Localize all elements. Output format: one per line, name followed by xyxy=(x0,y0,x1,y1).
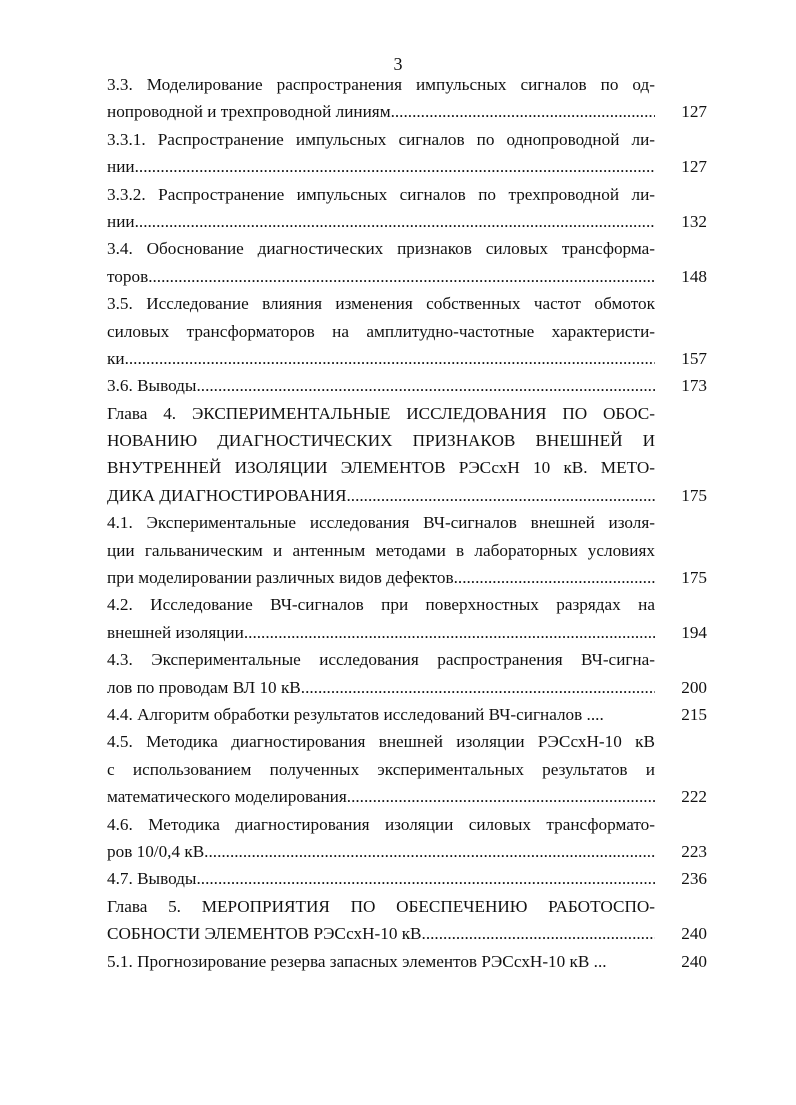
toc-line xyxy=(107,674,655,701)
toc-page-number: 175 xyxy=(681,568,707,588)
toc-entry-title xyxy=(107,591,655,646)
toc-line xyxy=(107,920,655,947)
toc-entry xyxy=(107,865,707,892)
toc-page-number: 173 xyxy=(681,376,707,396)
toc-entry xyxy=(107,811,707,866)
toc-line: 4.1. Экспериментальные исследования ВЧ-сигналов внешней изоля- xyxy=(107,513,655,533)
toc-entry-title xyxy=(107,893,655,948)
dot-leader xyxy=(148,263,655,290)
toc-entry xyxy=(107,235,707,290)
toc-line xyxy=(107,372,655,399)
toc-page-number: 132 xyxy=(681,211,707,231)
toc-page-number: 223 xyxy=(681,841,707,861)
toc-line xyxy=(107,838,655,865)
toc-line: 4.6. Методика диагностирования изоляции силовых трансформато- xyxy=(107,814,655,834)
toc-page-number: 148 xyxy=(681,266,707,286)
toc-entry-title xyxy=(107,811,655,866)
toc-page-number: 240 xyxy=(681,924,707,944)
toc-line-text: 4.7. Выводы xyxy=(107,869,197,889)
toc-line: Глава 4. ЭКСПЕРИМЕНТАЛЬНЫЕ ИССЛЕДОВАНИЯ ПО ОБОС- xyxy=(107,403,655,423)
toc-line: ВНУТРЕННЕЙ ИЗОЛЯЦИИ ЭЛЕМЕНТОВ РЭСсхН 10 кВ. МЕТО- xyxy=(107,458,655,478)
toc-line-text: 5.1. Прогнозирование резерва запасных элементов РЭСсхН-10 кВ ... xyxy=(107,951,607,971)
toc-entry xyxy=(107,893,707,948)
toc-line xyxy=(107,701,655,728)
toc-line xyxy=(107,263,655,290)
toc-line-text: 3.6. Выводы xyxy=(107,376,197,396)
toc-entry xyxy=(107,181,707,236)
toc-line xyxy=(107,783,655,810)
toc-line xyxy=(107,619,655,646)
toc-page-number: 200 xyxy=(681,677,707,697)
toc-entry-title xyxy=(107,865,655,892)
dot-leader xyxy=(204,838,655,865)
toc-entry-title xyxy=(107,290,655,372)
dot-leader xyxy=(454,564,655,591)
toc-page-number: 175 xyxy=(681,485,707,505)
toc-page-number: 240 xyxy=(681,951,707,971)
toc-line-text: нопроводной и трехпроводной линиям xyxy=(107,102,391,122)
dot-leader xyxy=(347,783,655,810)
toc-line: 4.5. Методика диагностирования внешней изоляции РЭСсхН-10 кВ xyxy=(107,732,655,752)
toc-entry xyxy=(107,509,707,591)
toc-entry-title xyxy=(107,509,655,591)
dot-leader xyxy=(346,482,655,509)
toc-page-number: 127 xyxy=(681,102,707,122)
toc-line: ции гальваническим и антенным методами в лабораторных условиях xyxy=(107,540,655,560)
toc-page-number: 215 xyxy=(681,704,707,724)
toc-page-number: 157 xyxy=(681,348,707,368)
toc-line-text: торов xyxy=(107,266,149,286)
toc-line: с использованием полученных экспериментальных результатов и xyxy=(107,759,655,779)
toc-page-number: 194 xyxy=(681,622,707,642)
toc-line xyxy=(107,153,655,180)
toc-line xyxy=(107,482,655,509)
toc-entry-title xyxy=(107,235,655,290)
toc-entry xyxy=(107,646,707,701)
toc-line: 4.3. Экспериментальные исследования распространения ВЧ-сигна- xyxy=(107,650,655,670)
toc-line: 3.5. Исследование влияния изменения собственных частот обмоток xyxy=(107,294,655,314)
toc-entry-title xyxy=(107,646,655,701)
toc-entry-title xyxy=(107,181,655,236)
toc-line xyxy=(107,98,655,125)
toc-line: Глава 5. МЕРОПРИЯТИЯ ПО ОБЕСПЕЧЕНИЮ РАБОТОСПО- xyxy=(107,896,655,916)
dot-leader xyxy=(135,153,655,180)
toc-entry-title xyxy=(107,400,655,510)
toc-line xyxy=(107,865,655,892)
page-number: 3 xyxy=(393,54,403,74)
toc-line-text: при моделировании различных видов дефектов xyxy=(107,568,454,588)
toc-line: НОВАНИЮ ДИАГНОСТИЧЕСКИХ ПРИЗНАКОВ ВНЕШНЕЙ И xyxy=(107,431,655,451)
toc-line xyxy=(107,564,655,591)
toc-line-text: внешней изоляции xyxy=(107,622,244,642)
dot-leader xyxy=(125,345,655,372)
toc-entry xyxy=(107,372,707,399)
toc-line-text: 4.4. Алгоритм обработки результатов исследований ВЧ-сигналов .... xyxy=(107,704,604,724)
dot-leader xyxy=(391,98,655,125)
toc-line: 3.3. Моделирование распространения импульсных сигналов по од- xyxy=(107,75,655,94)
toc-line: 3.4. Обоснование диагностических признаков силовых трансформа- xyxy=(107,239,655,259)
toc-page-number: 236 xyxy=(681,869,707,889)
toc-line-text: нии xyxy=(107,211,135,231)
toc-line xyxy=(107,208,655,235)
toc-line-text: СОБНОСТИ ЭЛЕМЕНТОВ РЭСсхН-10 кВ xyxy=(107,924,422,944)
toc-entry-title xyxy=(107,728,655,810)
dot-leader xyxy=(135,208,655,235)
toc-entry xyxy=(107,728,707,810)
toc-entry xyxy=(107,126,707,181)
toc-entry xyxy=(107,591,707,646)
toc-line-text: ДИКА ДИАГНОСТИРОВАНИЯ xyxy=(107,485,347,505)
dot-leader xyxy=(244,619,655,646)
dot-leader xyxy=(196,865,655,892)
toc-entry xyxy=(107,290,707,372)
toc-entry-title xyxy=(107,71,655,126)
toc-entry xyxy=(107,948,707,975)
toc-entry-title xyxy=(107,948,655,975)
table-of-contents xyxy=(107,71,707,975)
toc-entry-title xyxy=(107,126,655,181)
toc-line: 3.3.1. Распространение импульсных сигналов по однопроводной ли- xyxy=(107,129,655,149)
toc-line: 4.2. Исследование ВЧ-сигналов при поверхностных разрядах на xyxy=(107,595,655,615)
toc-page-number: 127 xyxy=(681,157,707,177)
toc-entry-title xyxy=(107,372,655,399)
toc-line-text: ки xyxy=(107,348,125,368)
toc-line: 3.3.2. Распространение импульсных сигналов по трехпроводной ли- xyxy=(107,184,655,204)
dot-leader xyxy=(301,674,655,701)
toc-entry xyxy=(107,71,707,126)
toc-entry-title xyxy=(107,701,655,728)
toc-entry xyxy=(107,400,707,510)
toc-entry xyxy=(107,701,707,728)
dot-leader xyxy=(422,920,655,947)
toc-line-text: ров 10/0,4 кВ xyxy=(107,841,205,861)
toc-line: силовых трансформаторов на амплитудно-частотные характеристи- xyxy=(107,321,655,341)
dot-leader xyxy=(196,372,655,399)
toc-line xyxy=(107,345,655,372)
toc-page-number: 222 xyxy=(681,787,707,807)
toc-line-text: нии xyxy=(107,157,135,177)
toc-line xyxy=(107,948,655,975)
toc-line-text: математического моделирования xyxy=(107,787,347,807)
toc-line-text: лов по проводам ВЛ 10 кВ xyxy=(107,677,301,697)
